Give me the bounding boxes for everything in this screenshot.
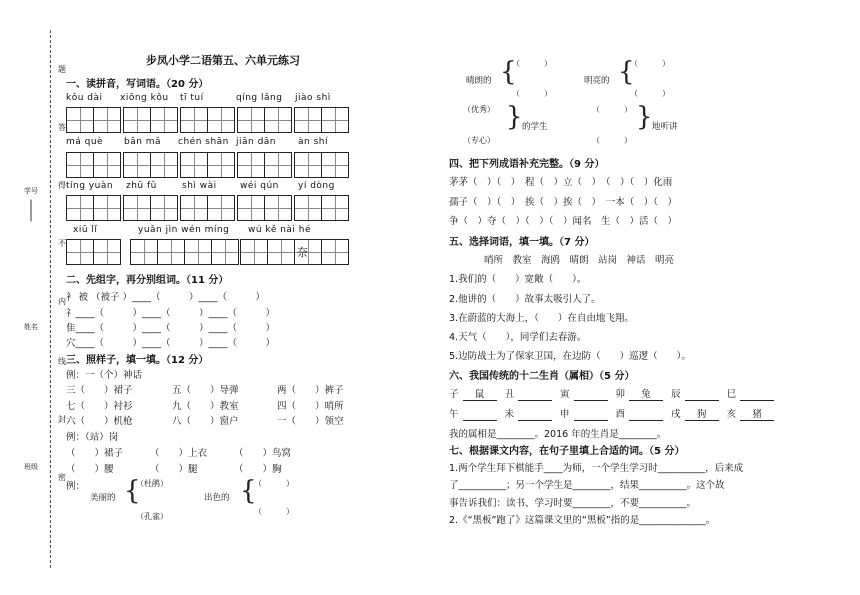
binding-char: 得 <box>58 181 66 190</box>
blank: （ ） <box>630 89 670 98</box>
zodiac-branch: 申 <box>560 409 570 420</box>
binding-char: 内 <box>58 297 66 306</box>
example: 例：（站）岗 <box>66 432 119 443</box>
blank: （ ） <box>512 89 552 98</box>
writing-grid[interactable] <box>123 195 178 221</box>
fill-item: （ ）上衣 <box>150 448 208 459</box>
fill-item: 四（ ）哨所 <box>277 401 344 412</box>
section-6-heading: 六、我国传统的十二生肖（属相）（5 分） <box>449 371 635 382</box>
fill-item: （ ）腿 <box>150 464 198 475</box>
pinyin: zhū fǔ <box>126 181 157 191</box>
pinyin: tī tuí <box>180 93 204 103</box>
writing-grid[interactable] <box>237 152 292 178</box>
zodiac-answer <box>518 409 552 421</box>
pinyin: kǒu dài <box>66 93 103 103</box>
sentence: 4.天气（ ），同学们去春游。 <box>449 332 587 343</box>
radical-row: 礻____（ ）____（ ）____（ ） <box>66 308 276 319</box>
zodiac-branch: 亥 <box>726 409 737 420</box>
section-7-heading: 七、根据课文内容，在句子里填上合适的词。（5 分） <box>449 446 685 457</box>
brace: { <box>500 57 517 87</box>
pinyin: xiū lǐ <box>73 225 98 235</box>
pinyin: má què <box>66 137 104 147</box>
pinyin: tíng yuàn <box>66 181 114 191</box>
sentence: 1.我们的（ ）宽敞（ ）。 <box>449 274 587 285</box>
pinyin: shì wài <box>182 181 217 191</box>
adj-label: 晴朗的 <box>466 76 492 86</box>
fill-item: 六（ ）机枪 <box>66 416 133 427</box>
binding-char: 不 <box>58 239 66 248</box>
writing-grid[interactable] <box>180 152 235 178</box>
fill-item: （ ）鸟窝 <box>234 448 292 459</box>
zodiac-branch: 未 <box>504 409 515 420</box>
example-word: （杜鹃） <box>136 479 168 488</box>
fill-item: 五（ ）导弹 <box>172 385 239 396</box>
section-4-heading: 四、把下列成语补充完整。（9 分） <box>449 159 605 170</box>
zodiac-note: 我的属相是________。2016 年的生肖是________。 <box>449 429 667 440</box>
zodiac-branch: 寅 <box>560 389 570 400</box>
class-label: 班级 <box>24 463 38 471</box>
text-line: 事告诉我们：读书、学习时要________，不要__________。 <box>449 498 697 509</box>
pinyin: chén shān <box>178 137 229 147</box>
zodiac-answer <box>685 389 719 401</box>
writing-grid[interactable] <box>123 107 178 133</box>
zodiac-branch: 卯 <box>615 389 626 400</box>
zodiac-answer <box>740 389 774 401</box>
pinyin: qíng lǎng <box>236 93 283 103</box>
section-1-heading: 一、读拼音，写词语。（20 分） <box>66 79 209 90</box>
blank: （ ） <box>630 59 670 68</box>
binding-blank <box>31 200 32 222</box>
brace: { <box>506 102 523 132</box>
zodiac-answer: 狗 <box>685 406 719 421</box>
writing-grid[interactable] <box>66 239 121 265</box>
blank: （ ） <box>254 507 294 516</box>
fill-item: 七（ ）衬衫 <box>66 401 133 412</box>
idiom-row: 孺子（ ）（ ） 挨（ ）挨（ ） 一本（ ）（ ） <box>449 197 678 208</box>
text-line: 1.两个学生拜下棋能手____为师，一个学生学习时__________，后来成 <box>449 463 744 474</box>
section-2-heading: 二、先组字，再分别组词。（11 分） <box>66 275 229 286</box>
adj-label: 明亮的 <box>584 76 610 86</box>
zodiac-answer <box>574 389 608 401</box>
zodiac-answer: 猪 <box>740 406 774 421</box>
zodiac-branch: 午 <box>449 409 459 420</box>
zodiac-answer <box>574 409 608 421</box>
binding-line <box>50 30 51 568</box>
writing-grid[interactable] <box>123 152 178 178</box>
fill-item: （ ）裙子 <box>66 448 124 459</box>
brace: { <box>124 476 141 506</box>
radical-row: 隹____（ ）____（ ）____（ ） <box>66 323 276 334</box>
radical-row: 衤 被 （被子 ）____（ ）____（ ） <box>66 292 266 303</box>
radical-row: 穴____（ ）____（ ）____（ ） <box>66 338 276 349</box>
binding-char: 题 <box>58 65 66 74</box>
name-label: 姓名 <box>24 323 38 331</box>
writing-grid[interactable] <box>66 107 121 133</box>
pinyin: xiōng kǒu <box>120 93 169 103</box>
word-bank: 哨所 教室 海鸥 晴朗 站岗 神话 明亮 <box>484 255 675 266</box>
binding-char: 答 <box>58 123 66 132</box>
binding-char: 封 <box>58 415 66 424</box>
pinyin: jiān dān <box>236 137 277 147</box>
idiom-row: 茅茅（ ）（ ） 程（ ）立（ ） （ ）（ ）化雨 <box>449 177 673 188</box>
student-id-label: 学号 <box>24 187 38 195</box>
pinyin: yí dòng <box>298 181 335 191</box>
zodiac-answer <box>629 409 663 421</box>
writing-grid[interactable] <box>66 152 121 178</box>
blank: （ ） <box>592 136 632 145</box>
sentence: 3.在蔚蓝的大海上，（ ）在自由地飞翔。 <box>449 313 634 324</box>
zodiac-branch: 戌 <box>671 409 681 420</box>
writing-grid[interactable] <box>294 152 349 178</box>
sentence: 5.边防战士为了保家卫国，在边防（ ）巡逻（ ）。 <box>449 351 691 362</box>
brace: { <box>618 57 635 87</box>
blank: （ ） <box>592 105 632 114</box>
adj-label: 地听讲 <box>652 122 678 132</box>
adj-label: 美丽的 <box>90 493 116 503</box>
idiom-row: 争（ ）夺（ ）（ ）（ ）闻名 生（ ）活（ ） <box>449 216 678 227</box>
writing-grid[interactable] <box>180 195 235 221</box>
writing-grid[interactable] <box>180 107 235 133</box>
pinyin: bān mǎ <box>124 137 162 147</box>
writing-grid[interactable] <box>294 195 349 221</box>
zodiac-answer: 鼠 <box>463 386 497 401</box>
zodiac-branch: 辰 <box>671 389 681 400</box>
page-title: 步凤小学二语第五、六单元练习 <box>146 54 300 67</box>
text-line: 了__________；另一个学生是________，结果__________。这个故 <box>449 480 725 491</box>
writing-grid[interactable] <box>66 195 121 221</box>
zodiac-branch: 子 <box>449 389 459 400</box>
example-word: （优秀） <box>463 105 495 114</box>
fill-item: 九（ ）教室 <box>172 401 239 412</box>
zodiac-row <box>449 406 782 421</box>
example-word: （专心） <box>463 136 495 145</box>
fill-item: 八（ ）窗户 <box>172 416 239 427</box>
binding-char: 密 <box>58 473 66 482</box>
pinyin: yuǎn jìn wén míng <box>138 225 230 235</box>
text-line: 2.《“黑板”跑了》这篇课文里的“黑板”指的是______________。 <box>449 515 716 526</box>
example: 例：一（个）神话 <box>66 370 143 381</box>
writing-grid[interactable] <box>240 239 349 265</box>
binding-char: 线 <box>58 357 66 366</box>
brace: { <box>240 476 257 506</box>
zodiac-answer <box>463 409 497 421</box>
zodiac-branch: 丑 <box>504 389 515 400</box>
writing-grid[interactable] <box>294 107 349 133</box>
sentence: 2.他讲的（ ）故事太吸引人了。 <box>449 294 601 305</box>
fill-item: （ ）腰 <box>66 464 114 475</box>
zodiac-branch: 巳 <box>726 389 737 400</box>
zodiac-answer: 兔 <box>629 386 663 401</box>
section-5-heading: 五、选择词语，填一填。（7 分） <box>449 237 595 248</box>
given-char: 奈 <box>297 246 308 259</box>
blank: （ ） <box>512 59 552 68</box>
zodiac-row <box>449 386 782 401</box>
fill-item: 一（ ）领空 <box>277 416 344 427</box>
example-word: （孔雀） <box>136 512 168 521</box>
blank: （ ） <box>254 479 294 488</box>
zodiac-branch: 酉 <box>615 409 626 420</box>
zodiac-answer <box>518 389 552 401</box>
pinyin: jiào shì <box>295 93 331 103</box>
pinyin: àn shí <box>298 137 328 147</box>
adj-label: 的学生 <box>522 122 548 132</box>
section-3-heading: 三、照样子，填一填。（12 分） <box>66 355 209 366</box>
adj-label: 出色的 <box>204 493 230 503</box>
example: 例： <box>66 481 86 492</box>
pinyin: wéi qún <box>240 181 279 191</box>
writing-grid[interactable] <box>237 107 292 133</box>
fill-item: 两（ ）裤子 <box>277 385 344 396</box>
pinyin: wú kě nài hé <box>248 225 312 235</box>
fill-item: （ ）胸 <box>234 464 282 475</box>
brace: { <box>636 102 653 132</box>
writing-grid[interactable] <box>130 239 239 265</box>
fill-item: 三（ ）裙子 <box>66 385 133 396</box>
writing-grid[interactable] <box>237 195 292 221</box>
